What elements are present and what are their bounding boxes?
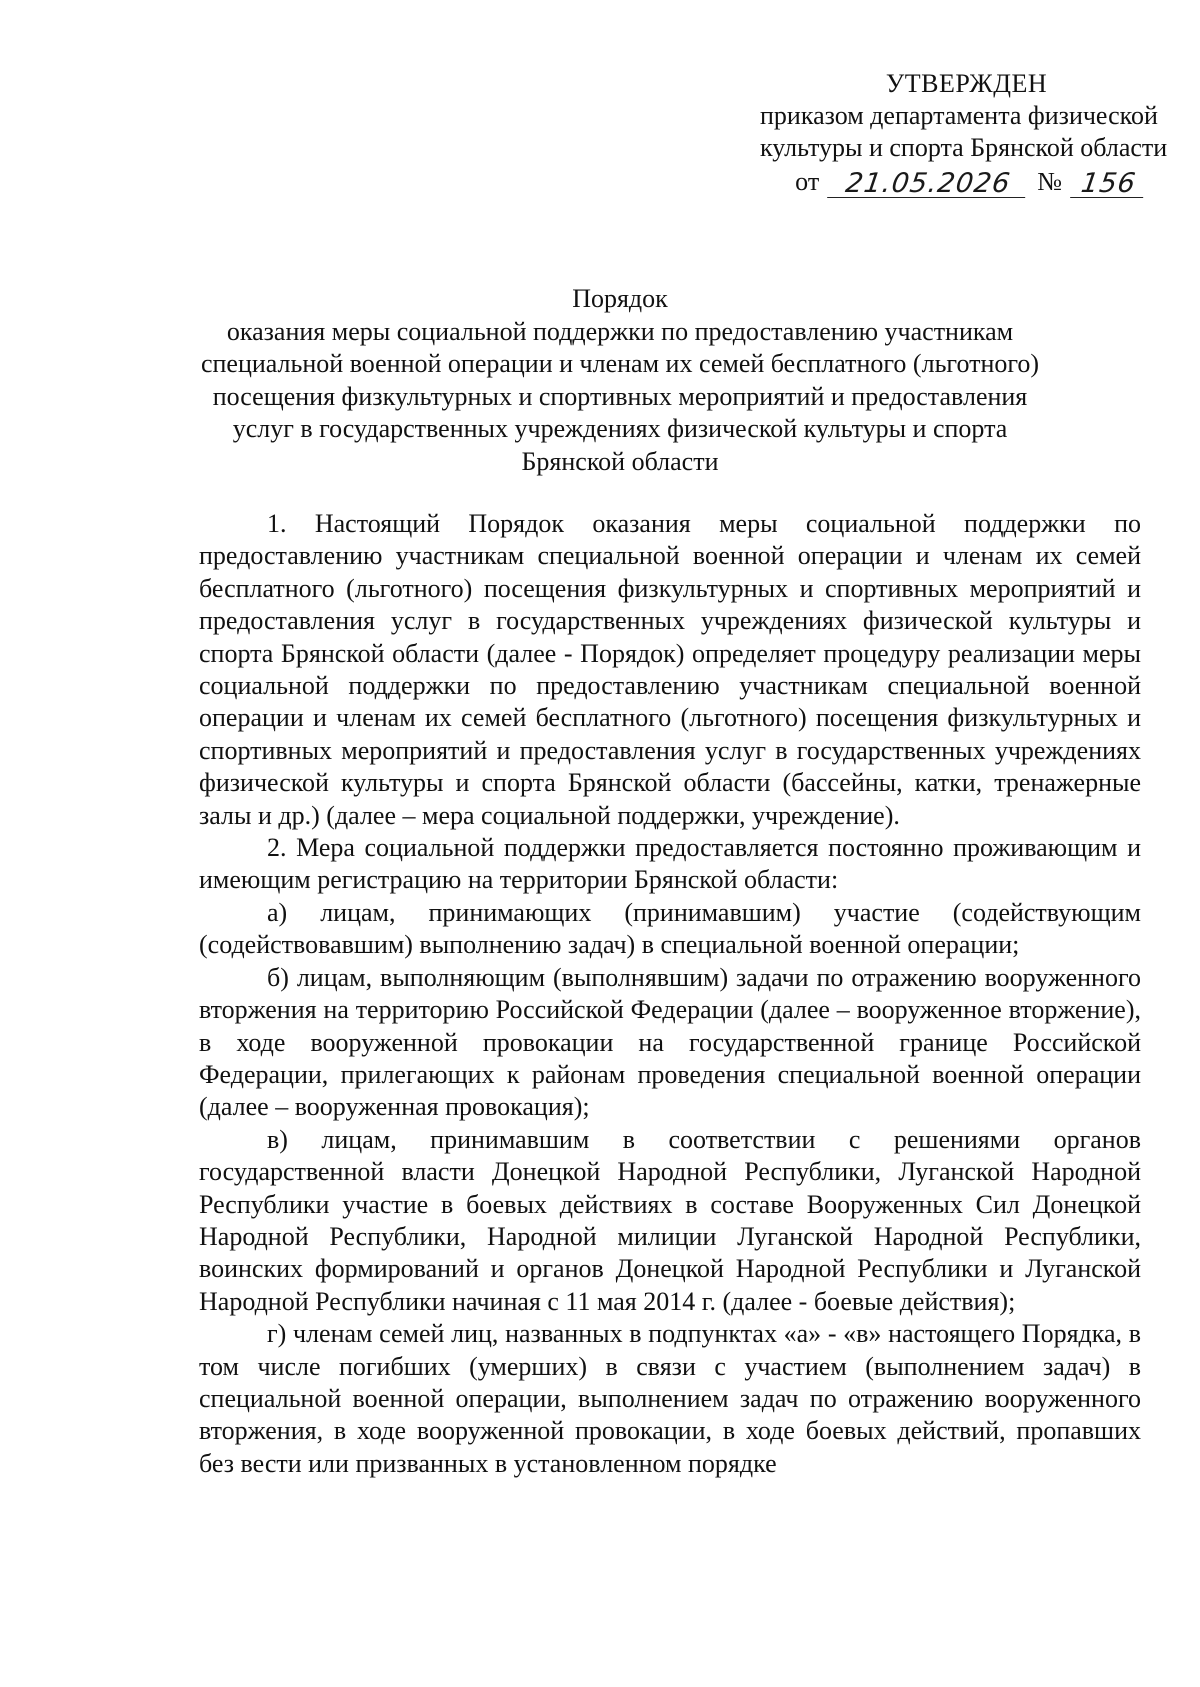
paragraph-2: 2. Мера социальной поддержки предоставляется постоянно проживающим и имеющим регистрацию на территории Брянской области: <box>199 833 1141 895</box>
number-prefix: № <box>1037 167 1062 196</box>
paragraph-2v: в) лицам, принимавшим в соответствии с решениями органов государственной власти Донецкой Народной Республики, Луганской Народной Республики участие в боевых действиях в составе Вооруженных Сил Донецкой Народной Республики, Народной милиции Луганской Народной Республики, воинских формирований и органов Донецкой Народной Республики и Луганской Народной Республики начиная с 11 мая 2014 г. (далее - боевые действия); <box>199 1124 1141 1316</box>
title-heading: Порядок <box>572 284 668 313</box>
paragraph-1: 1. Настоящий Порядок оказания меры социальной поддержки по предоставлению участникам специальной военной операции и членам их семей бесплатного (льготного) посещения физкультурных и спортивных мероприятий и предоставления услуг в государственных учреждениях физической культуры и спорта Брянской области (далее - Порядок) определяет процедуру реализации меры социальной поддержки по предоставлению участникам специальной военной операции и членам их семей бесплатного (льготного) посещения физкультурных и спортивных мероприятий и предоставления услуг в государственных учреждениях физической культуры и спорта Брянской области (бассейны, катки, тренажерные залы и др.) (далее – мера социальной поддержки, учреждение). <box>199 509 1141 830</box>
handwritten-number: 156 <box>1070 171 1147 198</box>
approval-label: УТВЕРЖДЕН <box>885 69 1048 98</box>
paragraph-2a: а) лицам, принимающих (принимавшим) участие (содействующим (содействовавшим) выполнению задач) в специальной военной операции; <box>199 897 1141 960</box>
paragraph-2g: г) членам семей лиц, названных в подпунктах «а» - «в» настоящего Порядка, в том числе погибших (умерших) в связи с участием (выполнением задач) в специальной военной операции, выполнением задач по отражению вооруженного вторжения, в ходе вооруженной провокации, в ходе боевых действий, пропавших без вести или призванных в установленном порядке <box>199 1319 1141 1478</box>
title-subtitle: оказания меры социальной поддержки по предоставлению участникам специальной военной операции и членам их семей бесплатного (льготного) посещения физкультурных и спортивных мероприятий и предоставления услуг в государственных учреждениях физической культуры и спорта Брянской области <box>200 316 1040 476</box>
paragraph-2b: б) лицам, выполняющим (выполнявшим) задачи по отражению вооруженного вторжения на территорию Российской Федерации (далее – вооруженное вторжение), в ходе вооруженной провокации на государственной границе Российской Федерации, прилегающих к районам проведения специальной военной операции (далее – вооруженная провокация); <box>199 962 1141 1122</box>
approval-date-number-line <box>760 166 1145 198</box>
date-prefix: от <box>795 167 820 196</box>
approval-department-line: культуры и спорта Брянской области <box>760 133 1168 162</box>
document-title <box>180 283 1060 478</box>
handwritten-date: 21.05.2026 <box>827 171 1029 198</box>
document-body <box>199 508 1141 1480</box>
approval-order-line: приказом департамента физической <box>760 101 1158 130</box>
approval-stamp-block <box>760 68 1168 199</box>
